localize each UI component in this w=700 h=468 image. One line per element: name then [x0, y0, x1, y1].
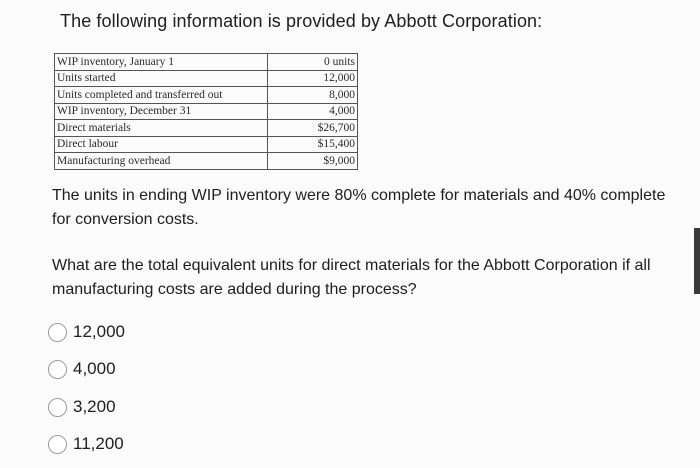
- row-label: WIP inventory, December 31: [55, 103, 268, 120]
- answer-option-4[interactable]: [48, 434, 124, 454]
- row-label: WIP inventory, January 1: [55, 54, 268, 71]
- table-row: [55, 103, 358, 120]
- option-label: 4,000: [73, 359, 116, 378]
- option-label: 11,200: [73, 434, 124, 453]
- answer-option-3[interactable]: [48, 397, 116, 417]
- answer-box-edge: [694, 228, 700, 294]
- option-label: 3,200: [73, 397, 116, 416]
- row-value: $26,700: [268, 120, 358, 137]
- info-table: [54, 53, 358, 170]
- radio-button-icon[interactable]: [48, 398, 67, 417]
- row-label: Direct materials: [55, 120, 268, 137]
- row-label: Units completed and transferred out: [55, 87, 268, 104]
- radio-button-icon[interactable]: [48, 323, 67, 342]
- row-value: $9,000: [268, 153, 358, 170]
- table-row: [55, 70, 358, 87]
- question-text: What are the total equivalent units for direct materials for the Abbott Corporation if all manufacturing costs are added during the process?: [52, 257, 651, 298]
- row-value: 4,000: [268, 103, 358, 120]
- table-row: [55, 87, 358, 104]
- row-label: Manufacturing overhead: [55, 153, 268, 170]
- answer-option-2[interactable]: [48, 359, 116, 379]
- radio-button-icon[interactable]: [48, 360, 67, 379]
- row-label: Direct labour: [55, 136, 268, 153]
- problem-title: The following information is provided by Abbott Corporation:: [60, 11, 543, 31]
- row-label: Units started: [55, 70, 268, 87]
- row-value: $15,400: [268, 136, 358, 153]
- row-value: 12,000: [268, 70, 358, 87]
- answer-option-1[interactable]: [48, 322, 125, 342]
- table-row: [55, 153, 358, 170]
- row-value: 8,000: [268, 87, 358, 104]
- row-value: 0 units: [268, 54, 358, 71]
- table-row: [55, 136, 358, 153]
- completion-paragraph: The units in ending WIP inventory were 80% complete for materials and 40% complete for conversion costs.: [52, 187, 666, 228]
- option-label: 12,000: [73, 322, 125, 341]
- table-row: [55, 120, 358, 137]
- table-row: [55, 54, 358, 71]
- radio-button-icon[interactable]: [48, 435, 67, 454]
